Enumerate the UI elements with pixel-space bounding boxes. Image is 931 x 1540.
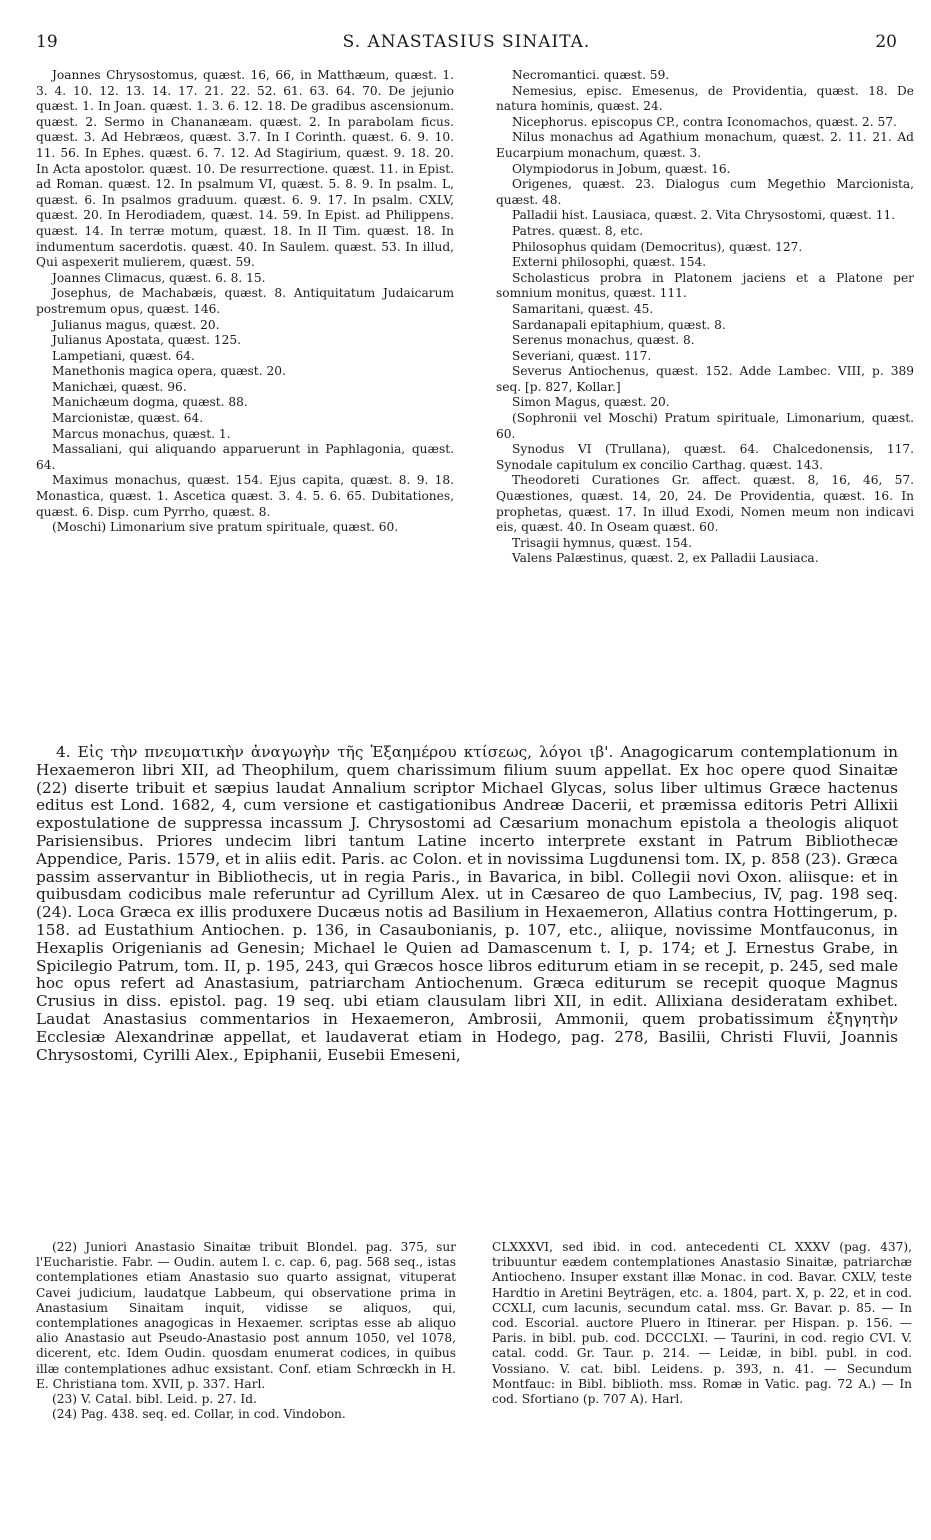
footnote-continuation: CLXXXVI, sed ibid. in cod. antecedenti CL XXXV (pag. 437), tribuuntur eædem contemplationes Anastasio Sinaitæ, patriarchæ Antiocheno. Insuper exstant illæ Monac. in cod. Bavar. CXLV, teste Hardtio in Aretini Beyträgen, etc. a. 1804, part. X, p. 22, et in cod. CCXLI, cum lacunis, secundum catal. mss. Gr. Bavar. p. 85. — In cod. Escorial. auctore Pluero in Itinerar. per Hispan. p. 156. — Paris. in bibl. pub. cod. DCCCLXI. — Taurini, in cod. regio CVI. V. catal. codd. Gr. Taur. p. 214. — Leidæ, in bibl. publ. in cod. Vossiano. V. cat. bibl. Leidens. p. 393, n. 41. — Secundum Montfauc: in Bibl. biblioth. mss. Romæ in Vatic. pag. 72 A.) — In cod. Sfortiano (p. 707 A). Harl.	[492, 1240, 912, 1407]
index-column-left	[36, 68, 454, 536]
index-entry: Manichæi, quæst. 96.	[52, 379, 187, 394]
index-entry: Joannes Chrysostomus, quæst. 16, 66, in Matthæum, quæst. 1. 3. 4. 10. 12. 13. 14. 17. 21. 22. 52. 61. 63. 64. 70. De jejunio quæst. 1. In Joan. quæst. 1. 3. 6. 12. 18. De gradibus ascensionum. quæst. 2. Sermo in Chananæam. quæst. 2. In parabolam ficus. quæst. 3. Ad Hebræos, quæst. 3.7. In I Corinth. quæst. 6. 9. 10. 11. 56. In Ephes. quæst. 6. 7. 12. Ad Stagirium, quæst. 9. 18. 20. In Acta apostolor. quæst. 10. De resurrectione. quæst. 11. in Epist. ad Roman. quæst. 12. In psalmum VI, quæst. 5. 8. 9. In psalm. L, quæst. 6. In psalmos graduum. quæst. 6. 9. 17. In psalm. CXLV, quæst. 20. In Herodiadem, quæst. 14. 59. In Epist. ad Philippens. quæst. 14. In terræ motum, quæst. 18. In II Tim. quæst. 18. In indumentum sacerdotis. quæst. 40. In Saulem. quæst. 53. In illud, Qui aspexerit mulierem, quæst. 59.	[36, 68, 454, 270]
index-entry: Palladii hist. Lausiaca, quæst. 2. Vita Chrysostomi, quæst. 11.	[512, 208, 896, 223]
index-entry: Manethonis magica opera, quæst. 20.	[52, 364, 286, 379]
index-entry: Sardanapali epitaphium, quæst. 8.	[512, 317, 726, 332]
index-entry: Olympiodorus in Jobum, quæst. 16.	[512, 161, 731, 176]
page-number-left: 19	[36, 32, 58, 52]
footnote: (24) Pag. 438. seq. ed. Collar, in cod. Vindobon.	[52, 1407, 346, 1422]
index-entry: Theodoreti Curationes Gr. affect. quæst. 8, 16, 46, 57. Quæstiones, quæst. 14, 20, 24. De Providentia, quæst. 16. In prophetas, quæst. 17. In illud Exodi, Nomen meum non indicavi eis, quæst. 40. In Oseam quæst. 60.	[496, 473, 914, 535]
running-header	[36, 32, 897, 56]
index-entry: Julianus Apostata, quæst. 125.	[52, 333, 242, 348]
index-entry: Nemesius, episc. Emesenus, de Providentia, quæst. 18. De natura hominis, quæst. 24.	[496, 83, 914, 114]
running-title: S. ANASTASIUS SINAITA.	[342, 32, 591, 52]
index-entry: Severus Antiochenus, quæst. 152. Adde Lambec. VIII, p. 389 seq. [p. 827, Kollar.]	[496, 364, 914, 394]
index-entry: Joannes Climacus, quæst. 6. 8. 15.	[52, 270, 266, 285]
index-entry: Philosophus quidam (Democritus), quæst. 127.	[512, 239, 803, 254]
index-entry: Manichæum dogma, quæst. 88.	[52, 395, 248, 410]
footnotes-column-right	[492, 1240, 912, 1407]
page-number-right: 20	[875, 32, 897, 52]
index-entry: Samaritani, quæst. 45.	[512, 301, 654, 316]
index-entry: Scholasticus probra in Platonem jaciens et a Platone per somnium monitus, quæst. 111.	[496, 270, 914, 301]
index-entry: Necromantici. quæst. 59.	[512, 68, 670, 82]
index-entry: Synodus VI (Trullana), quæst. 64. Chalcedonensis, 117. Synodale capitulum ex concilio Carthag. quæst. 143.	[496, 442, 914, 472]
footnote: (22) Juniori Anastasio Sinaitæ tribuit Blondel. pag. 375, sur l'Eucharistie. Fabr. — Oudin. autem l. c. cap. 6, pag. 568 seq., istas contemplationes etiam Anastasio suo quarto assignat, vituperat Cavei judicium, laudatque Labbeum, qui observatione prima in Anastasium Sinaitam inquit, vidisse se aliquos, qui, contemplationes anagogicas in Hexaemer. scriptas esse ab aliquo alio Anastasio aut Pseudo-Anastasio post annum 1050, vel 1078, dicerent, etc. Idem Oudin. quosdam enumerat codices, in quibus illæ contemplationes adhuc exsistant. Conf. etiam Schrœckh in H. E. Christiana tom. XVII, p. 337. Harl.	[36, 1240, 456, 1391]
footnotes-column-left	[36, 1240, 456, 1422]
index-entry: Nilus monachus ad Agathium monachum, quæst. 2. 11. 21. Ad Eucarpium monachum, quæst. 3.	[496, 130, 914, 160]
index-entry: Julianus magus, quæst. 20.	[52, 317, 220, 332]
index-entry: Maximus monachus, quæst. 154. Ejus capita, quæst. 8. 9. 18. Monastica, quæst. 1. Ascetica quæst. 3. 4. 5. 6. 65. Dubitationes, quæst. 6. Disp. cum Pyrrho, quæst. 8.	[36, 473, 454, 519]
main-paragraph: 4. Εἰς τὴν πνευματικὴν ἀναγωγὴν τῆς Ἑξαημέρου κτίσεως, λόγοι ιβ'. Anagogicarum contemplationum in Hexaemeron libri XII, ad Theophilum, quem charissimum filium suum appellat. Ex hoc opere quod Sinaitæ (22) diserte tribuit et sæpius laudat Annalium scriptor Michael Glycas, solus liber ultimus Græce hactenus editus est Lond. 1682, 4, cum versione et castigationibus Andreæ Dacerii, et præmissa editoris Petri Allixii expostulatione de suppressa incassum J. Chrysostomi ad Cæsarium monachum epistola a theologis aliquot Parisiensibus. Priores undecim libri tantum Latine incerto interprete exstant in Patrum Bibliothecæ Appendice, Paris. 1579, et in aliis edit. Paris. ac Colon. et in novissima Lugdunensi tom. IX, p. 858 (23). Græca passim asservantur in Bibliothecis, ut in regia Paris., in Bavarica, in bibl. Collegii novi Oxon. aliisque: et in quibusdam codicibus male referuntur ad Cyrillum Alex. ut in Cæsareo de quo Lambecius, IV, pag. 198 seq. (24). Loca Græca ex illis produxere Ducæus notis ad Basilium in Hexaemeron, Allatius contra Hottingerum, p. 158. ad Eustathium Antiochen. p. 136, in Casaubonianis, p. 107, etc., aliique, novissime Montfauconus, in Hexaplis Origenianis ad Genesin; Michael le Quien ad Damascenum t. I, p. 174; et J. Ernestus Grabe, in Spicilegio Patrum, tom. II, p. 195, 243, qui Græcos hosce libros editurum etiam in se recepit, p. 245, sed male hoc opus refert ad Anastasium, patriarcham Antiochenum. Græca editurum se recepit quoque Magnus Crusius in diss. epistol. pag. 19 seq. ubi etiam clausulam libri XII, in edit. Allixiana desideratam exhibet. Laudat Anastasius commentarios in Hexaemeron, Ambrosii, Ammonii, quem probatissimum ἐξηγητὴν Ecclesiæ Alexandrinæ appellat, et laudaverat etiam in Hodego, pag. 278, Basilii, Christi Fluvii, Joannis Chrysostomi, Cyrilli Alex., Epiphanii, Eusebii Emeseni,	[36, 743, 898, 1064]
index-entry: Nicephorus. episcopus CP., contra Iconomachos, quæst. 2. 57.	[512, 114, 897, 129]
main-text	[36, 744, 898, 1064]
index-entry: Severiani, quæst. 117.	[512, 348, 652, 363]
index-entry: Marcus monachus, quæst. 1.	[52, 426, 231, 441]
index-entry: Externi philosophi, quæst. 154.	[512, 255, 707, 270]
index-entry: Massaliani, qui aliquando apparuerunt in Paphlagonia, quæst. 64.	[36, 442, 454, 472]
footnote: (23) V. Catal. bibl. Leid. p. 27. Id.	[52, 1392, 257, 1407]
index-entry: (Moschi) Limonarium sive pratum spirituale, quæst. 60.	[52, 520, 399, 535]
index-entry: Josephus, de Machabæis, quæst. 8. Antiquitatum Judaicarum postremum opus, quæst. 146.	[36, 286, 454, 316]
index-entry: Trisagii hymnus, quæst. 154.	[512, 535, 692, 550]
index-entry: (Sophronii vel Moschi) Pratum spirituale, Limonarium, quæst. 60.	[496, 411, 914, 441]
index-entry: Simon Magus, quæst. 20.	[512, 395, 670, 410]
index-entry: Lampetiani, quæst. 64.	[52, 348, 195, 363]
index-column-right	[496, 68, 914, 567]
index-entry: Valens Palæstinus, quæst. 2, ex Palladii Lausiaca.	[512, 551, 819, 566]
index-entry: Marcionistæ, quæst. 64.	[52, 411, 204, 426]
index-entry: Serenus monachus, quæst. 8.	[512, 333, 695, 348]
index-entry: Patres. quæst. 8, etc.	[512, 223, 644, 238]
index-entry: Origenes, quæst. 23. Dialogus cum Megethio Marcionista, quæst. 48.	[496, 177, 914, 207]
